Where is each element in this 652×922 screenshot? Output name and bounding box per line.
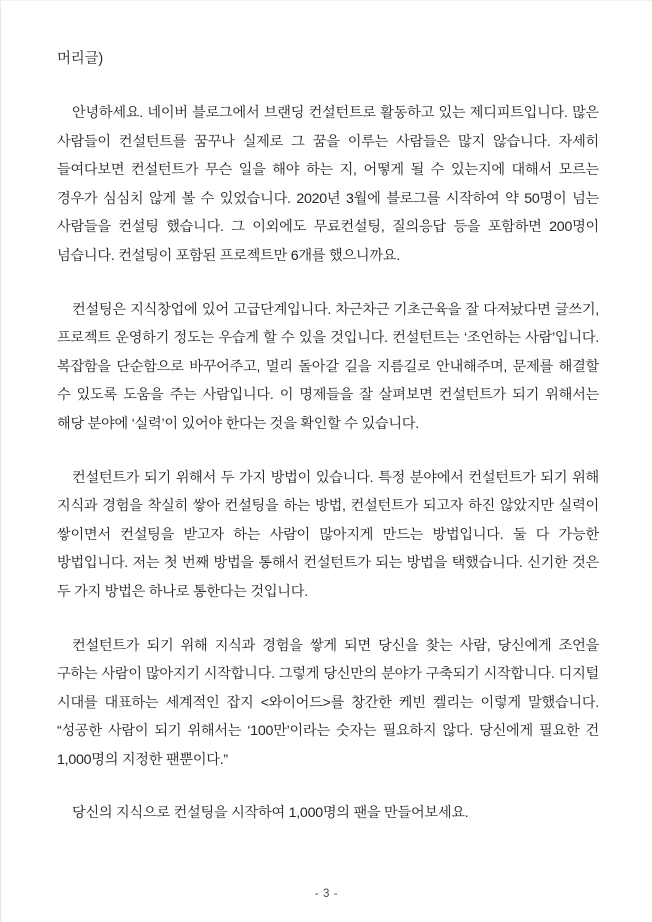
page-title: 머리글) <box>57 51 104 67</box>
body-paragraph-2: 컨설팅은 지식창업에 있어 고급단계입니다. 차근차근 기초근육을 잘 다져놨다면 글쓰기, 프로젝트 운영하기 정도는 우습게 할 수 있을 것입니다. 컨설턴트는 ‘조언하는 사람’입니다. 복잡함을 단순함으로 바꾸어주고, 멀리 돌아갈 길을 지름길로 안내해주며, 문제를 해결할 수 있도록 도움을 주는 사람입니다. 이 명제들을 잘 살펴보면 컨설턴트가 되기 위해서는 해당 분야에 ‘실력’이 있어야 한다는 것을 확인할 수 있습니다. <box>57 301 599 432</box>
document-body <box>57 45 599 828</box>
body-paragraph-3: 컨설턴트가 되기 위해서 두 가지 방법이 있습니다. 특정 분야에서 컨설턴트가 되기 위해 지식과 경험을 착실히 쌓아 컨설팅을 하는 방법, 컨설턴트가 되고자 하진 않았지만 실력이 쌓이면서 컨설팅을 받고자 하는 사람이 많아지게 만드는 방법입니다. 둘 다 가능한 방법입니다. 저는 첫 번째 방법을 통해서 컨설턴트가 되는 방법을 택했습니다. 신기한 것은 두 가지 방법은 하나로 통한다는 것입니다. <box>57 469 599 600</box>
body-paragraph-1: 안녕하세요. 네이버 블로그에서 브랜딩 컨설턴트로 활동하고 있는 제디피트입니다. 많은 사람들이 컨설턴트를 꿈꾸나 실제로 그 꿈을 이루는 사람들은 많지 않습니다. 자세히 들여다보면 컨설턴트가 무슨 일을 해야 하는 지, 어떻게 될 수 있는지에 대해서 모르는 경우가 심심치 않게 볼 수 있었습니다. 2020년 3월에 블로그를 시작하여 약 50명이 넘는 사람들을 컨설팅 했습니다. 그 이외에도 무료컨설팅, 질의응답 등을 포함하면 200명이 넘습니다. 컨설팅이 포함된 프로젝트만 6개를 했으니까요. <box>57 105 599 264</box>
page-number: - 3 - <box>314 888 339 900</box>
body-paragraph-5: 당신의 지식으로 컨설팅을 시작하여 1,000명의 팬을 만들어보세요. <box>72 805 469 822</box>
body-paragraph-4: 컨설턴트가 되기 위해 지식과 경험을 쌓게 되면 당신을 찾는 사람, 당신에게 조언을 구하는 사람이 많아지기 시작합니다. 그렇게 당신만의 분야가 구축되기 시작합니다. 디지털 시대를 대표하는 세계적인 잡지 <와이어드>를 창간한 케빈 켈리는 이렇게 말했습니다. “성공한 사람이 되기 위해서는 ‘100만’이라는 숫자는 필요하지 않다. 당신에게 필요한 건 1,000명의 지정한 팬뿐이다.” <box>57 637 599 768</box>
